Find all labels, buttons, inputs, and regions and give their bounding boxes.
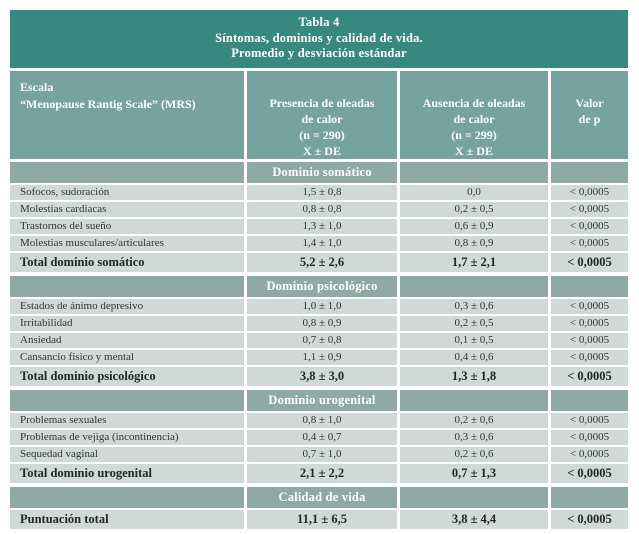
row-label: Estados de ánimo depresivo [10, 299, 244, 314]
row-presence-value: 0,8 ± 1,0 [247, 413, 397, 428]
section-band [10, 390, 628, 411]
header-presence-line2: de calor [301, 111, 343, 126]
row-label: Cansancio físico y mental [10, 350, 244, 365]
header-absence-n: (n = 299) [451, 127, 497, 142]
row-label: Irritabilidad [10, 316, 244, 331]
row-absence-value: 0,3 ± 0,6 [400, 299, 548, 314]
row-pvalue: < 0,0005 [551, 202, 628, 217]
row-pvalue: < 0,0005 [551, 253, 628, 272]
header-presence-stat: X ± DE [303, 143, 341, 158]
header-absence-line2: de calor [453, 111, 495, 126]
section-band-spacer-right [551, 162, 628, 183]
row-label: Sofocos, sudoración [10, 185, 244, 200]
table-header-row [10, 71, 628, 159]
section-band-spacer-right [551, 487, 628, 508]
row-pvalue: < 0,0005 [551, 350, 628, 365]
row-presence-value: 5,2 ± 2,6 [247, 253, 397, 272]
row-label: Total dominio somático [10, 253, 244, 272]
section-band-spacer-left [10, 487, 244, 508]
row-absence-value: 0,2 ± 0,6 [400, 447, 548, 462]
row-pvalue: < 0,0005 [551, 367, 628, 386]
row-presence-value: 1,0 ± 1,0 [247, 299, 397, 314]
row-label: Total dominio urogenital [10, 464, 244, 483]
header-pvalue-line1: Valor [575, 95, 604, 110]
row-pvalue: < 0,0005 [551, 464, 628, 483]
row-absence-value: 0,0 [400, 185, 548, 200]
section-band-label: Calidad de vida [247, 487, 397, 508]
statistics-table [10, 10, 628, 529]
row-presence-value: 3,8 ± 3,0 [247, 367, 397, 386]
row-absence-value: 0,7 ± 1,3 [400, 464, 548, 483]
row-pvalue: < 0,0005 [551, 299, 628, 314]
row-label: Ansiedad [10, 333, 244, 348]
header-absence-stat: X ± DE [455, 143, 493, 158]
table-row [10, 447, 628, 462]
row-absence-value: 0,1 ± 0,5 [400, 333, 548, 348]
table-row [10, 510, 628, 529]
table-number: Tabla 4 [298, 15, 340, 29]
section-band-spacer-mid [400, 162, 548, 183]
row-label: Molestias musculares/articulares [10, 236, 244, 251]
section-band-spacer-right [551, 276, 628, 297]
header-scale-cell [10, 71, 244, 159]
section-band [10, 276, 628, 297]
section-rows [10, 299, 628, 386]
row-presence-value: 0,7 ± 0,8 [247, 333, 397, 348]
row-label: Trastornos del sueño [10, 219, 244, 234]
table-title: Síntomas, dominios y calidad de vida. [215, 30, 423, 45]
row-presence-value: 0,7 ± 1,0 [247, 447, 397, 462]
table-sections [10, 162, 628, 529]
row-pvalue: < 0,0005 [551, 333, 628, 348]
table-row [10, 299, 628, 314]
row-label: Puntuación total [10, 510, 244, 529]
row-label: Problemas sexuales [10, 413, 244, 428]
row-pvalue: < 0,0005 [551, 219, 628, 234]
table-row [10, 333, 628, 348]
header-scale-line1: Escala [20, 79, 54, 94]
section-rows [10, 185, 628, 272]
row-presence-value: 1,5 ± 0,8 [247, 185, 397, 200]
header-presence-cell [247, 71, 397, 159]
table-title-band [10, 10, 628, 68]
header-pvalue-cell [551, 71, 628, 159]
section-band-spacer-left [10, 276, 244, 297]
row-label: Molestias cardiacas [10, 202, 244, 217]
section-band-spacer-mid [400, 487, 548, 508]
row-pvalue: < 0,0005 [551, 430, 628, 445]
row-absence-value: 3,8 ± 4,4 [400, 510, 548, 529]
table-row [10, 413, 628, 428]
header-absence-line1: Ausencia de oleadas [422, 95, 526, 110]
row-presence-value: 0,8 ± 0,8 [247, 202, 397, 217]
section-band [10, 487, 628, 508]
table-row [10, 316, 628, 331]
row-presence-value: 1,1 ± 0,9 [247, 350, 397, 365]
section-band-label: Dominio psicológico [247, 276, 397, 297]
row-absence-value: 1,7 ± 2,1 [400, 253, 548, 272]
row-presence-value: 11,1 ± 6,5 [247, 510, 397, 529]
header-pvalue-line2: de p [578, 111, 601, 126]
row-absence-value: 0,2 ± 0,6 [400, 413, 548, 428]
section-band-spacer-left [10, 162, 244, 183]
row-presence-value: 0,8 ± 0,9 [247, 316, 397, 331]
row-label: Total dominio psicológico [10, 367, 244, 386]
row-pvalue: < 0,0005 [551, 447, 628, 462]
section-band [10, 162, 628, 183]
table-row [10, 350, 628, 365]
table-row [10, 236, 628, 251]
table-row [10, 202, 628, 217]
header-presence-line1: Presencia de oleadas [269, 95, 375, 110]
row-absence-value: 0,4 ± 0,6 [400, 350, 548, 365]
section-band-spacer-mid [400, 276, 548, 297]
row-presence-value: 2,1 ± 2,2 [247, 464, 397, 483]
table-row [10, 464, 628, 483]
table-row [10, 185, 628, 200]
row-pvalue: < 0,0005 [551, 510, 628, 529]
row-label: Problemas de vejiga (incontinencia) [10, 430, 244, 445]
table-row [10, 253, 628, 272]
header-absence-cell [400, 71, 548, 159]
row-absence-value: 0,8 ± 0,9 [400, 236, 548, 251]
row-presence-value: 0,4 ± 0,7 [247, 430, 397, 445]
table-row [10, 430, 628, 445]
row-presence-value: 1,3 ± 1,0 [247, 219, 397, 234]
row-absence-value: 0,2 ± 0,5 [400, 316, 548, 331]
section-band-label: Dominio urogenital [247, 390, 397, 411]
row-pvalue: < 0,0005 [551, 236, 628, 251]
table-row [10, 367, 628, 386]
row-label: Sequedad vaginal [10, 447, 244, 462]
header-scale-line2: “Menopause Rantig Scale” (MRS) [20, 96, 196, 111]
section-band-spacer-mid [400, 390, 548, 411]
row-absence-value: 0,3 ± 0,6 [400, 430, 548, 445]
row-absence-value: 0,2 ± 0,5 [400, 202, 548, 217]
section-band-label: Dominio somático [247, 162, 397, 183]
section-rows [10, 510, 628, 529]
row-absence-value: 0,6 ± 0,9 [400, 219, 548, 234]
section-band-spacer-left [10, 390, 244, 411]
row-pvalue: < 0,0005 [551, 316, 628, 331]
row-pvalue: < 0,0005 [551, 185, 628, 200]
row-pvalue: < 0,0005 [551, 413, 628, 428]
table-subtitle: Promedio y desviación estándar [231, 46, 407, 60]
row-absence-value: 1,3 ± 1,8 [400, 367, 548, 386]
row-presence-value: 1,4 ± 1,0 [247, 236, 397, 251]
table-row [10, 219, 628, 234]
section-rows [10, 413, 628, 483]
header-presence-n: (n = 290) [299, 127, 345, 142]
section-band-spacer-right [551, 390, 628, 411]
